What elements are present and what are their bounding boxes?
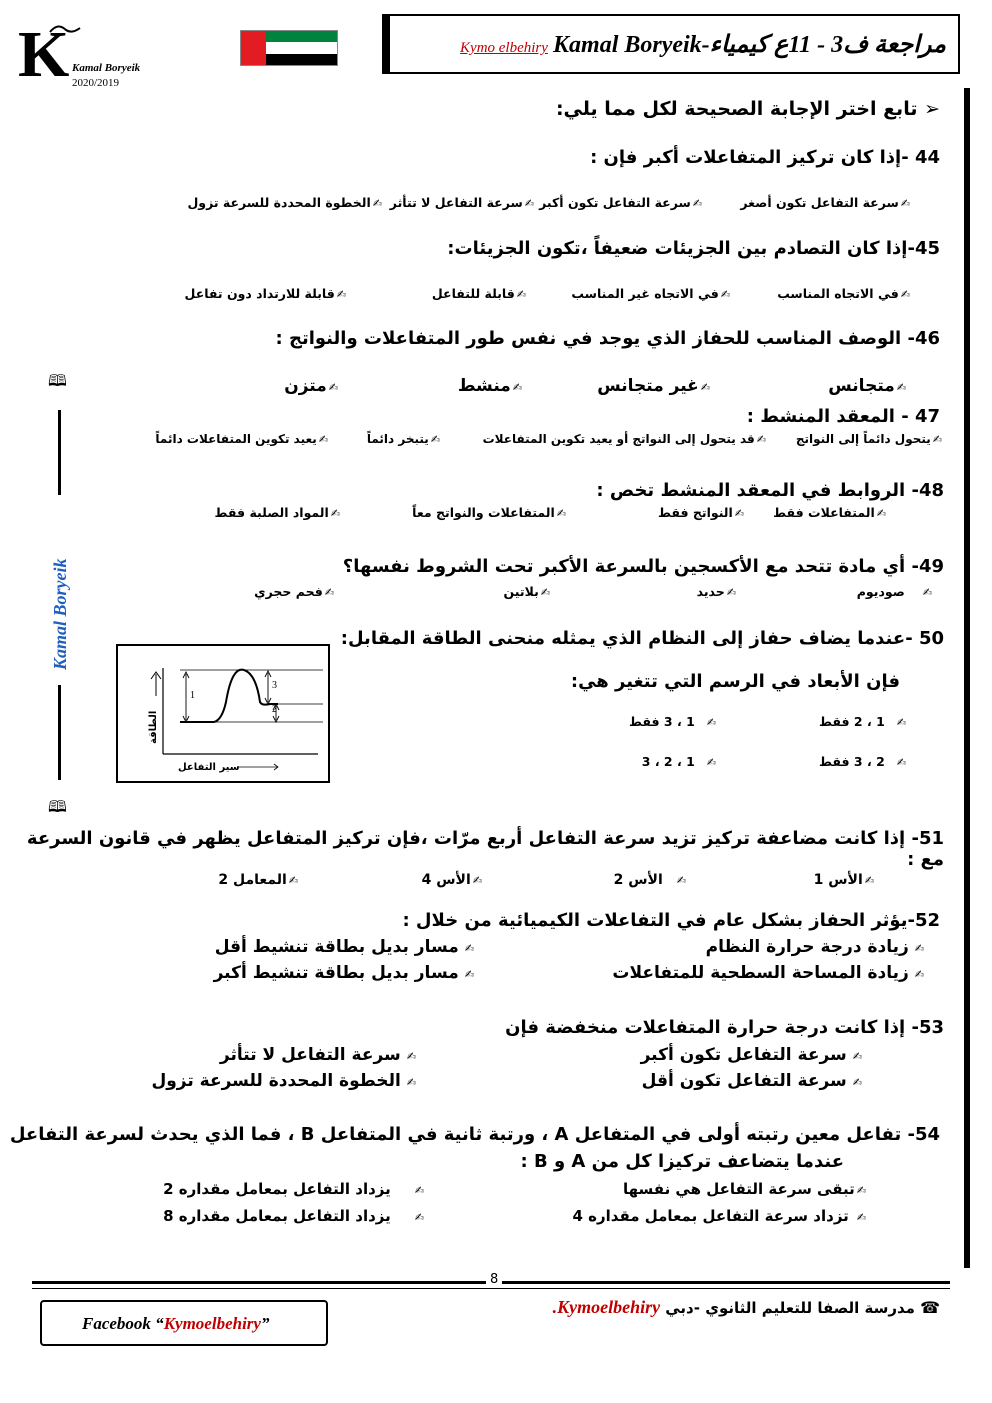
q50-option-4[interactable]: ✍1 ، 2 ، 3 bbox=[641, 754, 716, 769]
pen-icon: ✍ bbox=[706, 756, 716, 769]
pen-icon: ✍ bbox=[464, 942, 474, 955]
question-54-line2: عندما يتضاعف تركيزا كل من A و B : bbox=[520, 1151, 844, 1172]
q44-option-2[interactable]: ✍سرعة التفاعل تكون أكبر bbox=[539, 195, 702, 210]
q45-option-2[interactable]: ✍في الاتجاه غير المناسب bbox=[571, 286, 730, 301]
q54-option-4[interactable]: ✍يزداد التفاعل بمعامل مقداره 8 bbox=[163, 1207, 424, 1225]
question-53: 53- إذا كانت درجة حرارة المتفاعلات منخفضة فإن bbox=[505, 1017, 944, 1038]
pen-icon: ✍ bbox=[720, 288, 730, 301]
pen-icon: ✍ bbox=[896, 756, 906, 769]
side-signature-text: Kamal Boryeik bbox=[50, 558, 70, 670]
pen-icon: ✍ bbox=[914, 942, 924, 955]
q46-option-2[interactable]: ✍غير متجانس bbox=[597, 376, 710, 396]
q44-option-4[interactable]: ✍الخطوة المحددة للسرعة تزول bbox=[187, 195, 382, 210]
q48-option-3[interactable]: ✍المتفاعلات والنواتج معاً bbox=[412, 505, 566, 520]
pen-icon: ✍ bbox=[328, 381, 338, 394]
q44-option-3[interactable]: ✍سرعة التفاعل لا تتأثر bbox=[389, 195, 534, 210]
q53-option-1[interactable]: ✍سرعة التفاعل تكون أكبر bbox=[640, 1045, 862, 1065]
q45-option-1[interactable]: ✍في الاتجاه المناسب bbox=[777, 286, 910, 301]
pen-icon: ✍ bbox=[756, 433, 766, 446]
question-50: 50 -عندما يضاف حفاز إلى النظام الذي يمثله منحنى الطاقة المقابل: bbox=[340, 628, 944, 649]
q50-option-1[interactable]: ✍1 ، 2 فقط bbox=[819, 714, 906, 729]
q48-option-2[interactable]: ✍النواتج فقط bbox=[657, 505, 744, 520]
logo-year: 2020/2019 bbox=[72, 77, 120, 89]
pen-icon: ✍ bbox=[852, 1050, 862, 1063]
pen-icon: ✍ bbox=[516, 288, 526, 301]
pen-icon: ✍ bbox=[896, 381, 906, 394]
pen-icon: ✍ bbox=[734, 507, 744, 520]
graph-label-2: 2 bbox=[272, 704, 277, 715]
q52-option-2[interactable]: ✍مسار بديل بطاقة تنشيط أقل bbox=[214, 937, 474, 957]
pen-icon: ✍ bbox=[856, 1211, 866, 1224]
pen-icon: ✍ bbox=[372, 197, 382, 210]
q51-option-2[interactable]: ✍الأس 2 bbox=[613, 872, 686, 888]
q47-option-4[interactable]: ✍يعيد تكوين المتفاعلات دائماً bbox=[155, 432, 328, 446]
facebook-prefix: Facebook “ bbox=[82, 1314, 164, 1333]
header-title-box bbox=[388, 14, 960, 74]
header-author-red: Kymo elbehiry bbox=[460, 40, 548, 56]
q44-option-1[interactable]: ✍سرعة التفاعل تكون أصغر bbox=[740, 195, 910, 210]
pen-icon: ✍ bbox=[324, 586, 334, 599]
q45-option-4[interactable]: ✍قابلة للارتداد دون تفاعل bbox=[184, 286, 346, 301]
q53-option-2[interactable]: ✍سرعة التفاعل لا تتأثر bbox=[219, 1045, 416, 1065]
pen-icon: ✍ bbox=[336, 288, 346, 301]
pen-icon: ✍ bbox=[414, 1211, 424, 1224]
logo-name: Kamal Boryeik bbox=[72, 62, 141, 74]
q46-option-1[interactable]: ✍متجانس bbox=[828, 376, 906, 396]
graph-label-1: 1 bbox=[190, 690, 195, 701]
facebook-box bbox=[40, 1300, 328, 1346]
question-52: 52-يؤثر الحفاز بشكل عام في التفاعلات الكيميائية من خلال : bbox=[402, 910, 940, 931]
facebook-name: Kymoelbehiry bbox=[163, 1314, 261, 1333]
side-signature bbox=[10, 540, 110, 670]
section-intro: ➢ تابع اختر الإجابة الصحيحة لكل مما يلي: bbox=[555, 98, 940, 120]
phone-icon: ☎ bbox=[920, 1298, 940, 1317]
q50-option-2[interactable]: ✍1 ، 3 فقط bbox=[629, 714, 716, 729]
q51-option-4[interactable]: ✍المعامل 2 bbox=[218, 872, 298, 888]
q45-option-3[interactable]: ✍قابلة للتفاعل bbox=[431, 286, 526, 301]
pen-icon: ✍ bbox=[864, 874, 874, 887]
graph-x-label: سير التفاعل bbox=[178, 762, 240, 773]
q47-option-1[interactable]: ✍يتحول دائماً إلى النواتج bbox=[795, 432, 942, 446]
pen-icon: ✍ bbox=[706, 716, 716, 729]
uae-flag-icon bbox=[240, 30, 338, 66]
q49-option-1[interactable]: ✍صوديوم bbox=[856, 584, 932, 599]
question-46: 46- الوصف المناسب للحفاز الذي يوجد في نفس طور المتفاعلات والنواتج : bbox=[275, 328, 940, 349]
q53-option-4[interactable]: ✍الخطوة المحددة للسرعة تزول bbox=[151, 1071, 416, 1091]
page-number: 8 bbox=[486, 1272, 502, 1287]
book-icon: 🕮 bbox=[48, 797, 67, 816]
pen-icon: ✍ bbox=[556, 507, 566, 520]
energy-curve-svg bbox=[118, 646, 328, 781]
q51-option-1[interactable]: ✍الأس 1 bbox=[813, 872, 874, 888]
header-title: Kamal Boryeik-مراجعة ف3 - 11ع كيمياء bbox=[553, 32, 946, 58]
question-54: 54- تفاعل معين رتبته أولى في المتفاعل A ، ورتبة ثانية في المتفاعل B ، فما الذي يحدث لسرعة التفاعل bbox=[9, 1124, 940, 1145]
q47-option-2[interactable]: ✍قد يتحول إلى النواتج أو يعيد تكوين المتفاعلات bbox=[482, 432, 766, 446]
q48-option-1[interactable]: ✍المتفاعلات فقط bbox=[773, 505, 886, 520]
pen-icon: ✍ bbox=[900, 288, 910, 301]
question-51: 51- إذا كانت مضاعفة تركيز تزيد سرعة التفاعل أربع مرّات ،فإن تركيز المتفاعل يظهر في قانون السرعة مع : bbox=[26, 828, 944, 870]
pen-icon: ✍ bbox=[852, 1076, 862, 1089]
pen-icon: ✍ bbox=[540, 586, 550, 599]
school-line bbox=[553, 1297, 940, 1318]
pen-icon: ✍ bbox=[900, 197, 910, 210]
graph-y-label: الطاقة bbox=[148, 710, 159, 744]
q46-option-4[interactable]: ✍متزن bbox=[284, 376, 338, 396]
pen-icon: ✍ bbox=[876, 507, 886, 520]
q49-option-4[interactable]: ✍فحم حجري bbox=[254, 584, 334, 599]
q54-option-3[interactable]: ✍تزداد سرعة التفاعل بمعامل مقداره 4 bbox=[572, 1207, 866, 1225]
facebook-suffix: ” bbox=[260, 1314, 270, 1333]
pen-icon: ✍ bbox=[932, 433, 942, 446]
question-45: 45-إذا كان التصادم بين الجزيئات ضعيفاً ،تكون الجزيئات: bbox=[447, 238, 940, 259]
pen-icon: ✍ bbox=[406, 1050, 416, 1063]
pen-icon: ✍ bbox=[512, 381, 522, 394]
pen-icon: ✍ bbox=[524, 197, 534, 210]
q49-option-3[interactable]: ✍بلاتين bbox=[503, 584, 550, 599]
q50-option-3[interactable]: ✍2 ، 3 فقط bbox=[819, 754, 906, 769]
logo-k-icon bbox=[14, 16, 84, 86]
school-handle: Kymoelbehiry. bbox=[552, 1297, 661, 1317]
question-44: 44 -إذا كان تركيز المتفاعلات أكبر فإن : bbox=[590, 147, 940, 168]
energy-diagram bbox=[116, 644, 330, 783]
pen-icon: ✍ bbox=[692, 197, 702, 210]
q52-option-1[interactable]: ✍زيادة درجة حرارة النظام bbox=[705, 937, 924, 957]
question-49: 49- أي مادة تتحد مع الأكسجين بالسرعة الأكبر تحت الشروط نفسها؟ bbox=[342, 556, 944, 577]
question-48: 48- الروابط في المعقد المنشط تخص : bbox=[596, 480, 944, 501]
graph-label-3: 3 bbox=[272, 680, 277, 691]
book-icon: 🕮 bbox=[48, 371, 67, 390]
q49-option-2[interactable]: ✍حديد bbox=[696, 584, 736, 599]
question-47: 47 - المعقد المنشط : bbox=[746, 406, 940, 427]
pen-icon: ✍ bbox=[406, 1076, 416, 1089]
pen-icon: ✍ bbox=[676, 874, 686, 887]
q48-option-4[interactable]: ✍المواد الصلبة فقط bbox=[214, 505, 340, 520]
question-50-sub: فإن الأبعاد في الرسم التي تتغير هي: bbox=[570, 671, 900, 692]
pen-icon: ✍ bbox=[430, 433, 440, 446]
pen-icon: ✍ bbox=[922, 586, 932, 599]
pen-icon: ✍ bbox=[414, 1184, 424, 1197]
q47-option-3[interactable]: ✍يتبخر دائماً bbox=[366, 432, 440, 446]
q54-option-1[interactable]: ✍تبقى سرعة التفاعل هي نفسها bbox=[622, 1180, 866, 1198]
pen-icon: ✍ bbox=[856, 1184, 866, 1197]
left-margin-rule bbox=[58, 410, 61, 495]
left-margin-rule bbox=[58, 685, 61, 780]
pen-icon: ✍ bbox=[464, 968, 474, 981]
pen-icon: ✍ bbox=[288, 874, 298, 887]
pen-icon: ✍ bbox=[896, 716, 906, 729]
right-margin-rule bbox=[964, 88, 970, 1268]
q46-option-3[interactable]: ✍منشط bbox=[457, 376, 522, 396]
pen-icon: ✍ bbox=[914, 968, 924, 981]
svg-text:K: K bbox=[18, 18, 70, 86]
q54-option-2[interactable]: ✍يزداد التفاعل بمعامل مقداره 2 bbox=[163, 1180, 424, 1198]
pen-icon: ✍ bbox=[330, 507, 340, 520]
school-name: مدرسة الصفا للتعليم الثانوي -دبي bbox=[665, 1299, 915, 1317]
pen-icon: ✍ bbox=[318, 433, 328, 446]
pen-icon: ✍ bbox=[726, 586, 736, 599]
q51-option-3[interactable]: ✍الأس 4 bbox=[421, 872, 482, 888]
q52-option-3[interactable]: ✍زيادة المساحة السطحية للمتفاعلات bbox=[612, 963, 924, 983]
q52-option-4[interactable]: ✍مسار بديل بطاقة تنشيط أكبر bbox=[213, 963, 474, 983]
q53-option-3[interactable]: ✍سرعة التفاعل تكون أقل bbox=[641, 1071, 862, 1091]
pen-icon: ✍ bbox=[700, 381, 710, 394]
pen-icon: ✍ bbox=[472, 874, 482, 887]
